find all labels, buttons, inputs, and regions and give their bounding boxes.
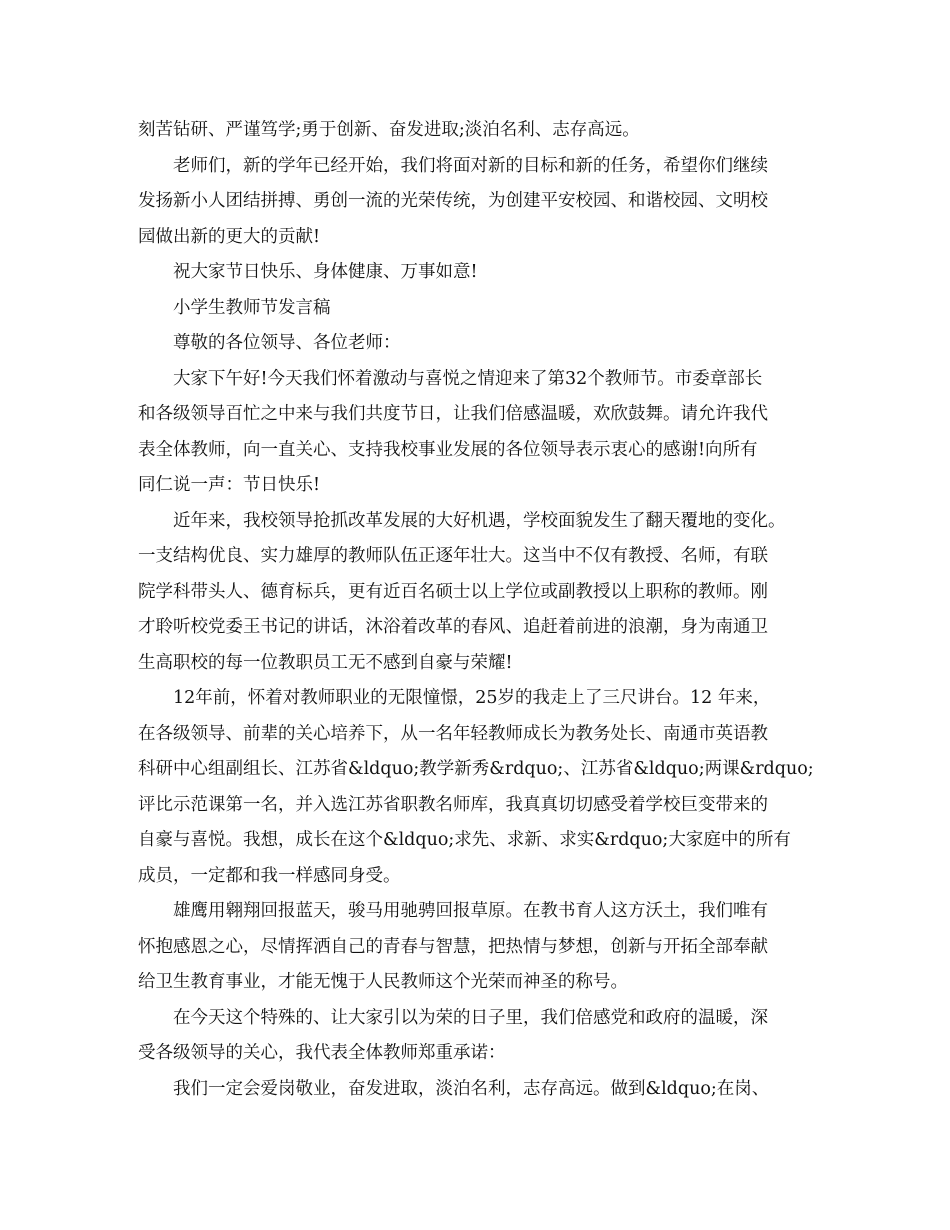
text-line: 我们一定会爱岗敬业，奋发进取，淡泊名利，志存高远。做到&ldquo;在岗、 bbox=[173, 1078, 770, 1099]
text-line: 才聆听校党委王书记的讲话，沐浴着改革的春风、追赶着前进的浪潮，身为南通卫 bbox=[138, 617, 768, 637]
text-line: 在各级领导、前辈的关心培养下，从一名年轻教师成长为教务处长、南通市英语教 bbox=[138, 723, 768, 744]
text-line: 同仁说一声：节日快乐! bbox=[138, 475, 321, 495]
text-line: 受各级领导的关心，我代表全体教师郑重承诺： bbox=[138, 1043, 506, 1063]
text-line: 尊敬的各位领导、各位老师： bbox=[173, 333, 401, 353]
text-line: 在今天这个特殊的、让大家引以为荣的日子里，我们倍感党和政府的温暖，深 bbox=[173, 1007, 768, 1028]
text-line: 12年前，怀着对教师职业的无限憧憬，25岁的我走上了三尺讲台。12 年来， bbox=[173, 688, 771, 708]
text-line: 园做出新的更大的贡献! bbox=[138, 226, 321, 247]
text-line: 发扬新小人团结拼搏、勇创一流的光荣传统，为创建平安校园、和谐校园、文明校 bbox=[138, 191, 768, 211]
text-line: 给卫生教育事业，才能无愧于人民教师这个光荣而神圣的称号。 bbox=[138, 972, 628, 992]
text-line: 怀抱感恩之心，尽情挥洒自己的青春与智慧，把热情与梦想，创新与开拓全部奉献 bbox=[138, 936, 768, 957]
text-line: 自豪与喜悦。我想，成长在这个&ldquo;求先、求新、求实&rdquo;大家庭中的所有 bbox=[138, 830, 791, 850]
text-line: 祝大家节日快乐、身体健康、万事如意! bbox=[173, 262, 478, 282]
text-line: 科研中心组副组长、江苏省&ldquo;教学新秀&rdquo;、江苏省&ldquo;两课&rdquo; bbox=[138, 759, 814, 779]
text-line: 表全体教师，向一直关心、支持我校事业发展的各位领导表示衷心的感谢!向所有 bbox=[138, 439, 758, 460]
text-line: 刻苦钻研、严谨笃学;勇于创新、奋发进取;淡泊名利、志存高远。 bbox=[138, 120, 640, 140]
text-line: 评比示范课第一名，并入选江苏省职教名师库，我真真切切感受着学校巨变带来的 bbox=[138, 794, 768, 815]
text-line: 生高职校的每一位教职员工无不感到自豪与荣耀! bbox=[138, 652, 513, 673]
text-line: 一支结构优良、实力雄厚的教师队伍正逐年壮大。这当中不仅有教授、名师，有联 bbox=[138, 546, 768, 566]
text-line: 成员，一定都和我一样感同身受。 bbox=[138, 865, 401, 886]
document-body bbox=[138, 113, 828, 1107]
text-line: 小学生教师节发言稿 bbox=[173, 297, 331, 318]
text-line: 大家下午好!今天我们怀着激动与喜悦之情迎来了第32个教师节。市委章部长 bbox=[173, 368, 763, 389]
text-line: 雄鹰用翱翔回报蓝天，骏马用驰骋回报草原。在教书育人这方沃土，我们唯有 bbox=[173, 901, 768, 921]
text-line: 近年来，我校领导抢抓改革发展的大好机遇，学校面貌发生了翻天覆地的变化。 bbox=[173, 510, 786, 531]
text-line: 老师们，新的学年已经开始，我们将面对新的目标和新的任务，希望你们继续 bbox=[173, 155, 768, 176]
text-line: 和各级领导百忙之中来与我们共度节日，让我们倍感温暖，欢欣鼓舞。请允许我代 bbox=[138, 404, 768, 424]
text-line: 院学科带头人、德育标兵，更有近百名硕士以上学位或副教授以上职称的教师。刚 bbox=[138, 581, 768, 602]
